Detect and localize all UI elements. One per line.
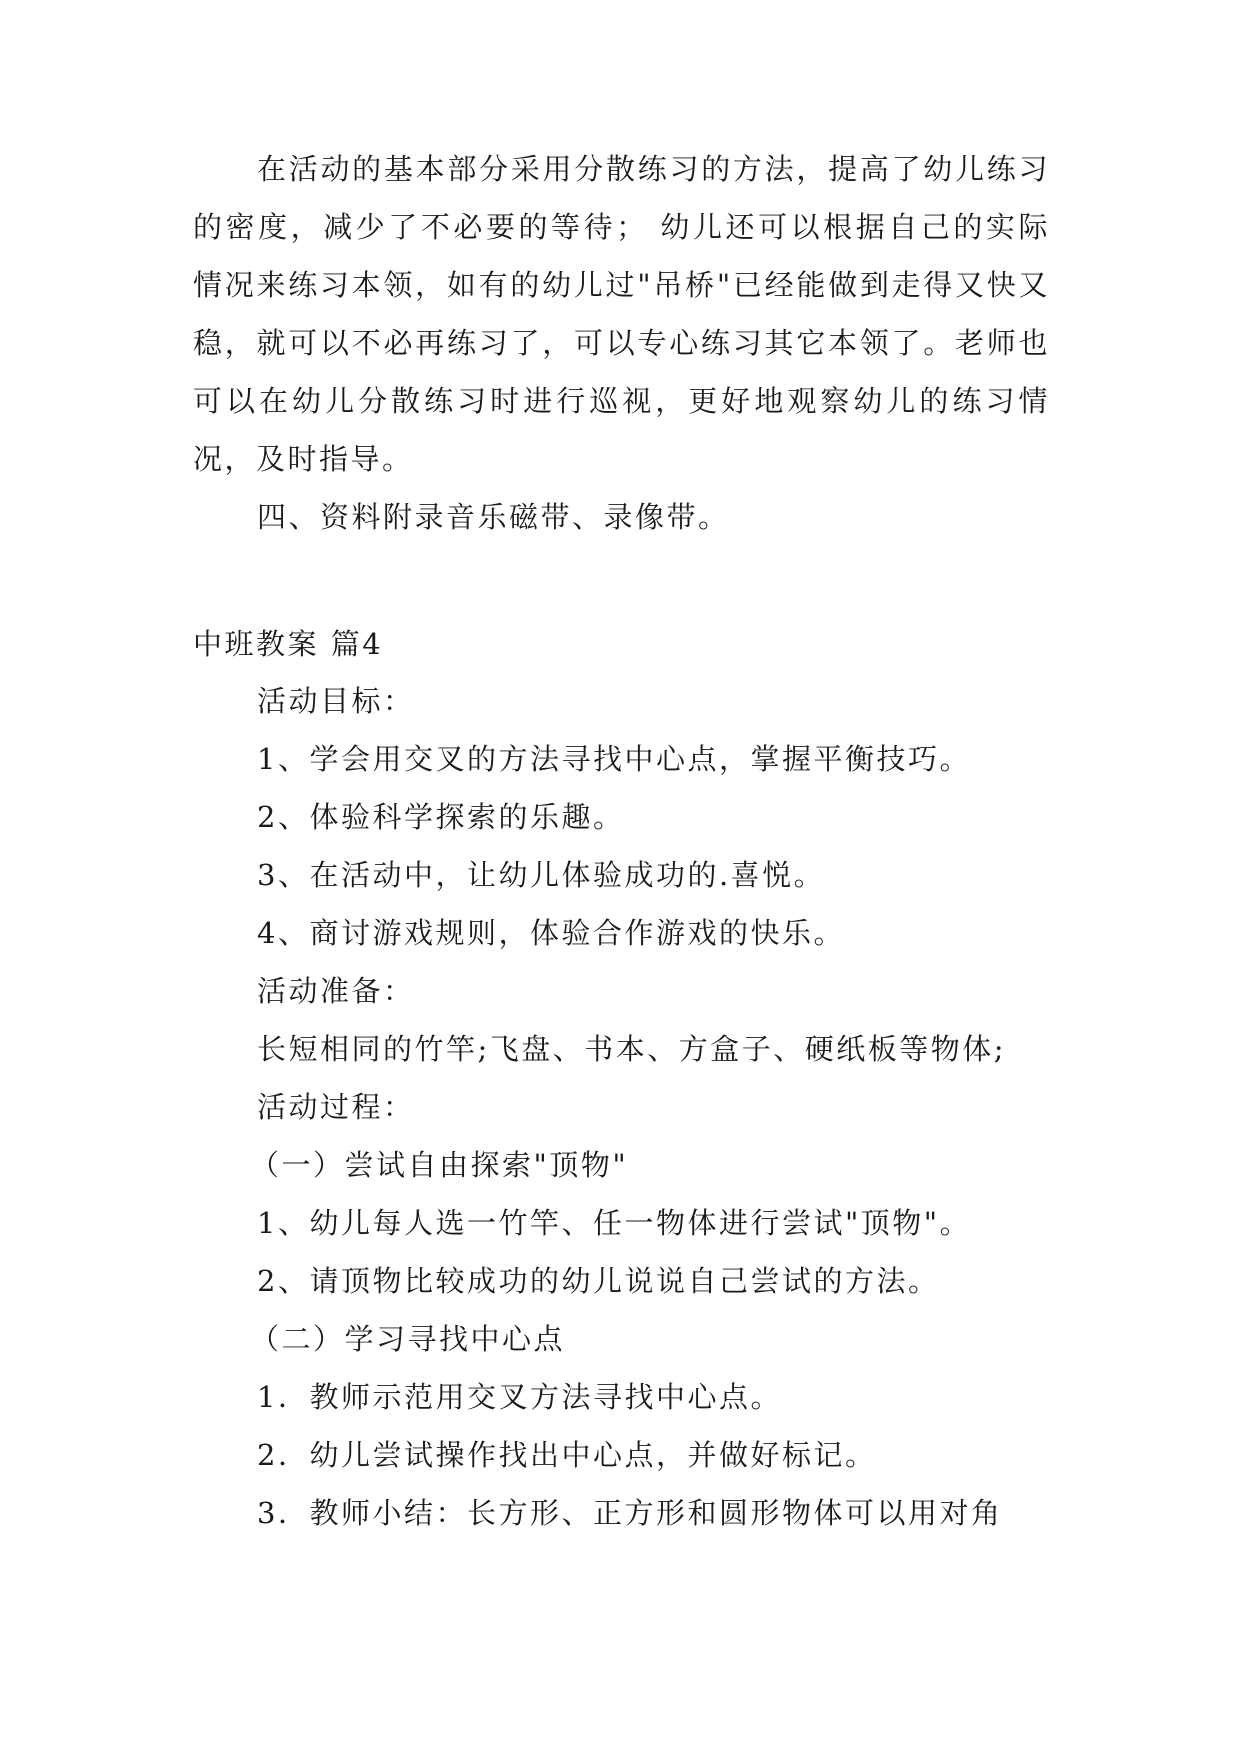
preparation-heading: 活动准备： (257, 974, 415, 1008)
body-paragraph-materials: 四、资料附录音乐磁带、录像带。 (257, 500, 730, 534)
objectives-heading: 活动目标： (257, 684, 415, 718)
process-step-1-item-1: 1、幼儿每人选一竹竿、任一物体进行尝试"顶物"。 (257, 1206, 972, 1240)
objective-item-2: 2、体验科学探索的乐趣。 (257, 800, 625, 834)
process-step-2-item-2: 2．幼儿尝试操作找出中心点，并做好标记。 (257, 1438, 877, 1472)
objective-item-4: 4、商讨游戏规则，体验合作游戏的快乐。 (257, 916, 845, 950)
process-step-2-item-1: 1．教师示范用交叉方法寻找中心点。 (257, 1380, 782, 1414)
process-step-1-item-2: 2、请顶物比较成功的幼儿说说自己尝试的方法。 (257, 1264, 940, 1298)
objective-item-3: 3、在活动中，让幼儿体验成功的.喜悦。 (257, 858, 826, 892)
process-heading: 活动过程： (257, 1090, 415, 1124)
section-title: 中班教案 篇4 (193, 627, 384, 661)
preparation-text: 长短相同的竹竿;飞盘、书本、方盒子、硬纸板等物体; (257, 1032, 1007, 1066)
objective-item-1: 1、学会用交叉的方法寻找中心点，掌握平衡技巧。 (257, 742, 971, 776)
process-step-2-heading: （二）学习寻找中心点 (250, 1322, 566, 1356)
body-paragraph-method: 在活动的基本部分采用分散练习的方法，提高了幼儿练习的密度，减少了不必要的等待； 幼儿还可以根据自己的实际情况来练习本领，如有的幼儿过"吊桥"已经能做到走得又快又稳，就可以不必再练习了，可以专心练习其它本领了。老师也可以在幼儿分散练习时进行巡视，更好地观察幼儿的练习情况，及时指导。 (193, 152, 1050, 476)
process-step-2-item-3: 3．教师小结：长方形、正方形和圆形物体可以用对角 (257, 1496, 1003, 1530)
process-step-1-heading: （一）尝试自由探索"顶物" (250, 1148, 629, 1182)
